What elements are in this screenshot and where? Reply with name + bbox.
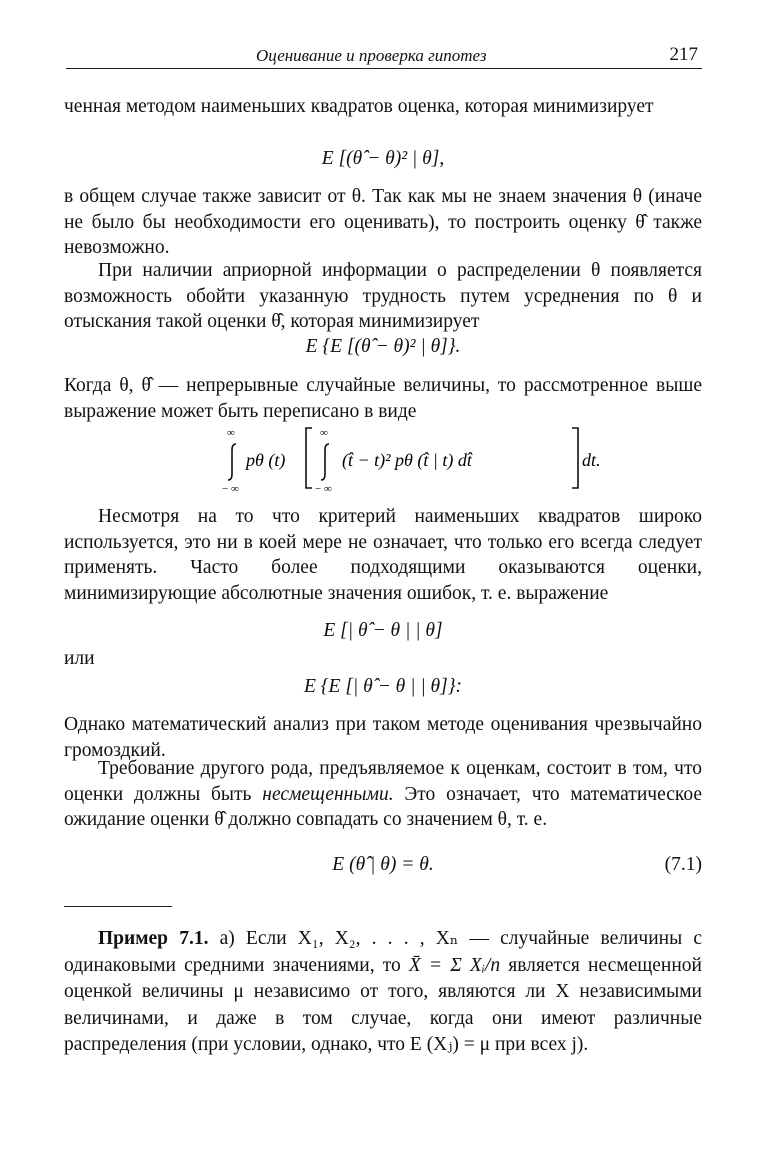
equation-2: E {E [(θ̂ − θ)² | θ]}. (305, 336, 461, 357)
left-bracket (306, 428, 312, 488)
equation-4: E {E [| θ̂ − θ | | θ]}: (303, 676, 463, 697)
inner-upper-limit: ∞ (320, 427, 328, 439)
inner-lower-limit: − ∞ (315, 483, 332, 494)
paragraph-2: в общем случае также зависит от θ. Так как мы не знаем значения θ (иначе не было бы необходимости его оценивать), то построить оценку θ̂ также невозможно. (64, 186, 702, 258)
inner-expression: (t̂ − t)² pθ (t̂ | t) dt̂ (342, 450, 472, 470)
sample-mean-formula: X̄ = Σ Xᵢ/n (408, 954, 501, 976)
example-label: Пример 7.1. (98, 928, 209, 949)
page-number: 217 (669, 44, 698, 65)
outer-differential: dt. (582, 450, 601, 470)
equation-number: (7.1) (664, 854, 702, 875)
example-7-1: Пример 7.1. а) Если X₁, X₂, . . . , Xₙ — случайные величины с одинаковыми средними значениями, то X̄ = Σ Xᵢ/n является несмещенной оценкой величины μ независимо от того, являются ли X независимыми величинами, и даже в том случае, когда они имеют различные распределения (при условии, однако, что E (Xⱼ) = μ при всех j). (64, 928, 702, 1055)
equation-5: E (θ̂ | θ) = θ. (7.1) (332, 854, 702, 875)
paragraph-7: Требование другого рода, предъявляемое к оценкам, состоит в том, что оценки должны быть несмещенными. Это означает, что математическое ожидание оценки θ̂ должно совпадать со значением θ, т. е. (64, 758, 702, 830)
inner-integral-sign (321, 444, 329, 480)
paragraph-6: Однако математический анализ при таком методе оценивания чрезвычайно громоздкий. (64, 714, 702, 761)
running-header (66, 44, 702, 69)
right-bracket (572, 428, 578, 488)
double-integral-formula (64, 424, 702, 494)
integral-svg (64, 424, 702, 494)
outer-integral-sign (228, 444, 236, 480)
header-title: Оценивание и проверка гипотез (256, 46, 487, 65)
paragraph-1: ченная методом наименьших квадратов оценка, которая минимизирует (64, 96, 654, 117)
outer-lower-limit: − ∞ (222, 483, 239, 494)
paragraph-4: Когда θ, θ̂ — непрерывные случайные величины, то рассмотренное выше выражение может быть переписано в виде (64, 375, 702, 422)
paragraph-3: При наличии априорной информации о распределении θ появляется возможность обойти указанную трудность путем усреднения по θ и отыскания такой оценки θ̂, которая минимизирует (64, 260, 702, 332)
outer-upper-limit: ∞ (227, 427, 235, 439)
separator-rule (64, 906, 172, 907)
outer-density: pθ (t) (246, 450, 286, 470)
term-unbiased: несмещенными. (262, 783, 394, 805)
paragraph-5: Несмотря на то что критерий наименьших квадратов широко используется, это ни в коей мере не означает, что только его всегда следует применять. Часто более подходящими оказываются оценки, минимизирующие абсолютные значения ошибок, т. е. выражение (64, 506, 702, 604)
equation-1: E [(θ̂ − θ)² | θ], (321, 148, 445, 169)
equation-3: E [| θ̂ − θ | | θ] (323, 620, 443, 641)
word-or: или (64, 648, 95, 669)
